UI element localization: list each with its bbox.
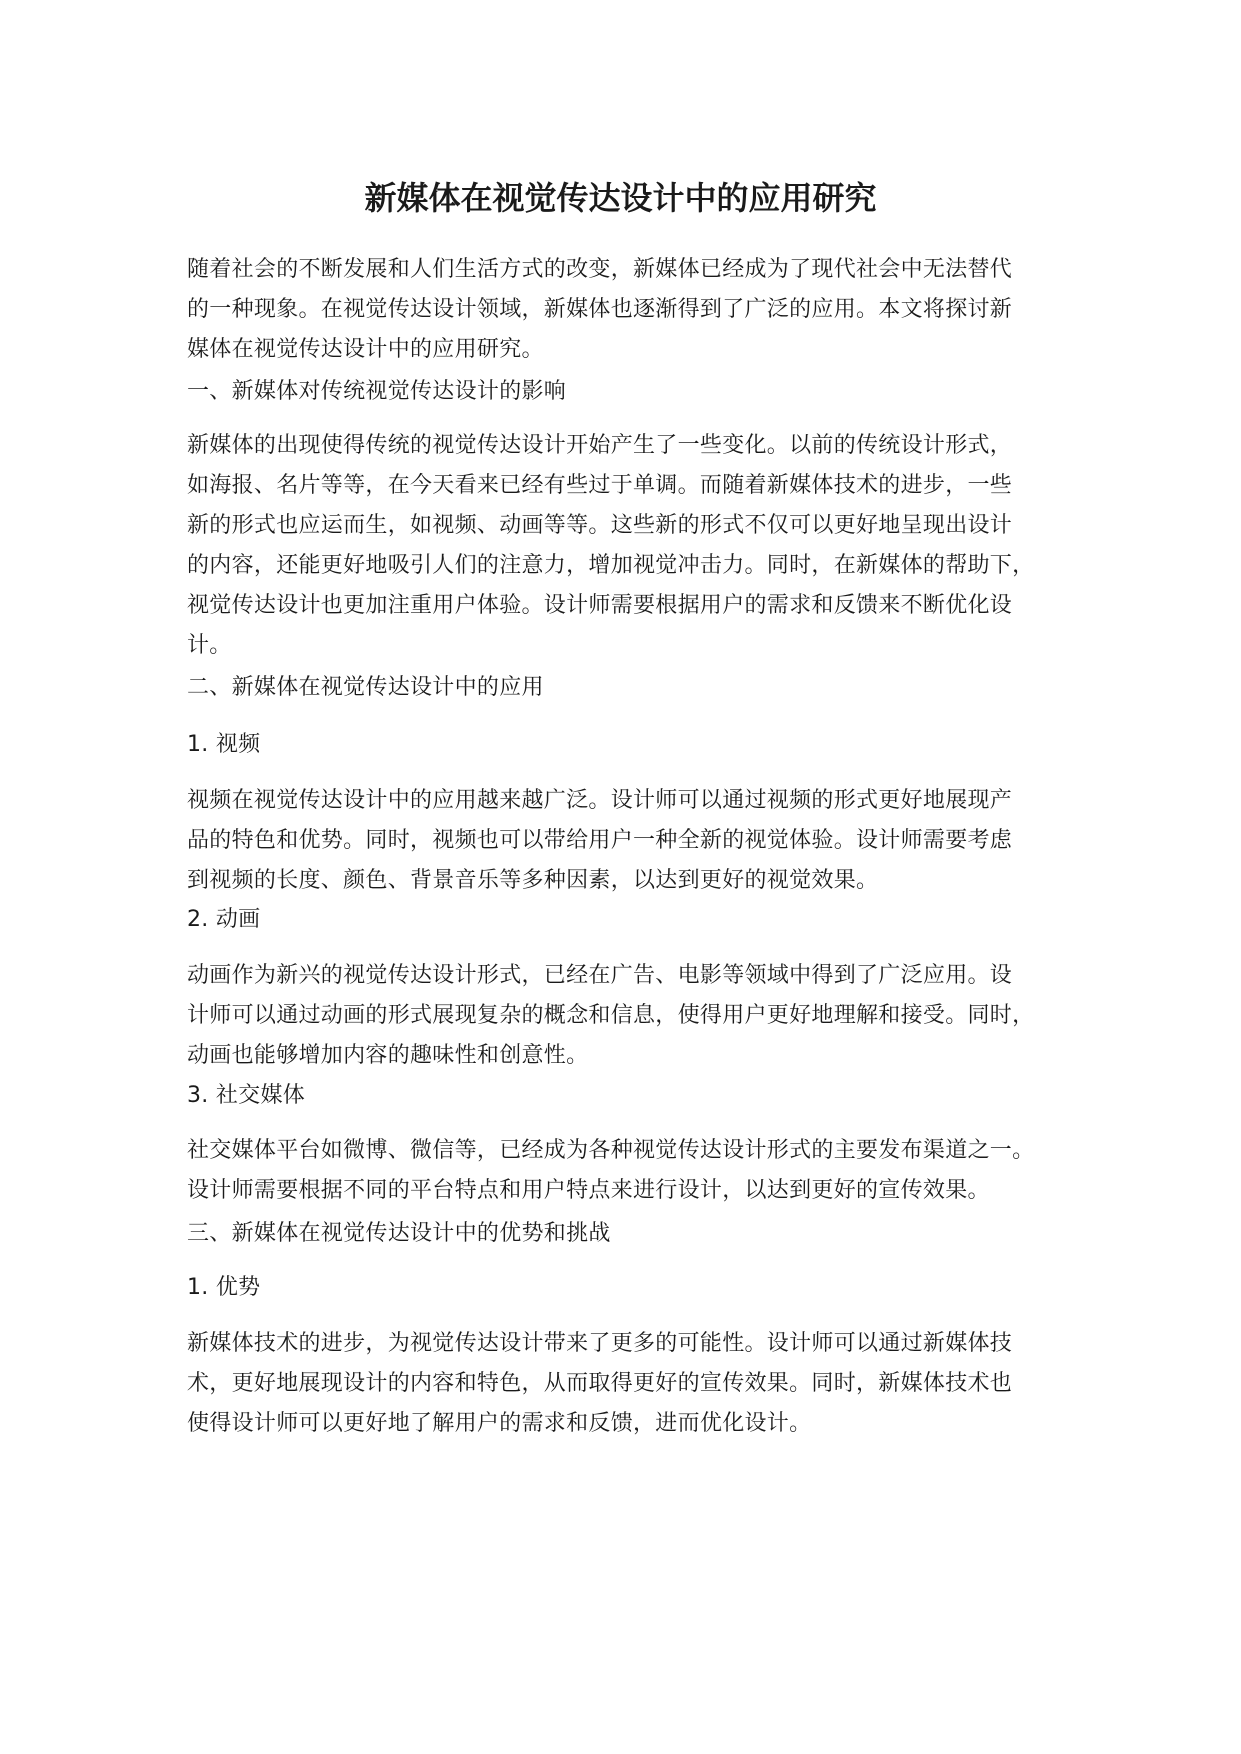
social-media-paragraph [187, 1131, 1067, 1211]
advantages-line: 术，更好地展现设计的内容和特色，从而取得更好的宣传效果。同时，新媒体技术也 [187, 1371, 1013, 1396]
video-line: 视频在视觉传达设计中的应用越来越广泛。设计师可以通过视频的形式更好地展现产 [187, 788, 1013, 813]
section-1-line: 视觉传达设计也更加注重用户体验。设计师需要根据用户的需求和反馈来不断优化设 [187, 593, 1013, 618]
section-1-line: 新的形式也应运而生，如视频、动画等等。这些新的形式不仅可以更好地呈现出设计 [187, 513, 1013, 538]
section-1-line: 如海报、名片等等，在今天看来已经有些过于单调。而随着新媒体技术的进步，一些 [187, 473, 1013, 498]
advantages-line: 使得设计师可以更好地了解用户的需求和反馈，进而优化设计。 [187, 1411, 812, 1436]
video-heading: 1. 视频 [187, 732, 261, 757]
social-media-line: 设计师需要根据不同的平台特点和用户特点来进行设计，以达到更好的宣传效果。 [187, 1178, 990, 1203]
intro-line: 媒体在视觉传达设计中的应用研究。 [187, 337, 544, 362]
animation-paragraph [187, 956, 1067, 1076]
section-1-paragraph [187, 426, 1067, 666]
advantages-line: 新媒体技术的进步，为视觉传达设计带来了更多的可能性。设计师可以通过新媒体技 [187, 1331, 1013, 1356]
section-3-heading: 三、新媒体在视觉传达设计中的优势和挑战 [187, 1221, 611, 1246]
video-paragraph [187, 781, 1067, 901]
page-title: 新媒体在视觉传达设计中的应用研究 [364, 179, 877, 217]
social-media-line: 社交媒体平台如微博、微信等，已经成为各种视觉传达设计形式的主要发布渠道之一。 [187, 1138, 1035, 1163]
section-1-heading: 一、新媒体对传统视觉传达设计的影响 [187, 379, 567, 404]
social-media-heading: 3. 社交媒体 [187, 1083, 306, 1108]
animation-line: 动画也能够增加内容的趣味性和创意性。 [187, 1043, 589, 1068]
animation-line: 计师可以通过动画的形式展现复杂的概念和信息，使得用户更好地理解和接受。同时， [187, 1003, 1035, 1028]
section-1-line: 的内容，还能更好地吸引人们的注意力，增加视觉冲击力。同时，在新媒体的帮助下， [187, 553, 1035, 578]
animation-line: 动画作为新兴的视觉传达设计形式，已经在广告、电影等领域中得到了广泛应用。设 [187, 963, 1013, 988]
intro-line: 的一种现象。在视觉传达设计领域，新媒体也逐渐得到了广泛的应用。本文将探讨新 [187, 297, 1013, 322]
intro-line: 随着社会的不断发展和人们生活方式的改变，新媒体已经成为了现代社会中无法替代 [187, 257, 1013, 282]
animation-heading: 2. 动画 [187, 907, 261, 932]
section-2-heading: 二、新媒体在视觉传达设计中的应用 [187, 675, 544, 700]
section-1-line: 新媒体的出现使得传统的视觉传达设计开始产生了一些变化。以前的传统设计形式， [187, 433, 1013, 458]
video-line: 品的特色和优势。同时，视频也可以带给用户一种全新的视觉体验。设计师需要考虑 [187, 828, 1013, 853]
advantages-paragraph [187, 1324, 1067, 1444]
video-line: 到视频的长度、颜色、背景音乐等多种因素，以达到更好的视觉效果。 [187, 868, 879, 893]
advantages-heading: 1. 优势 [187, 1275, 261, 1300]
section-1-line: 计。 [187, 633, 232, 658]
intro-paragraph [187, 250, 1067, 370]
